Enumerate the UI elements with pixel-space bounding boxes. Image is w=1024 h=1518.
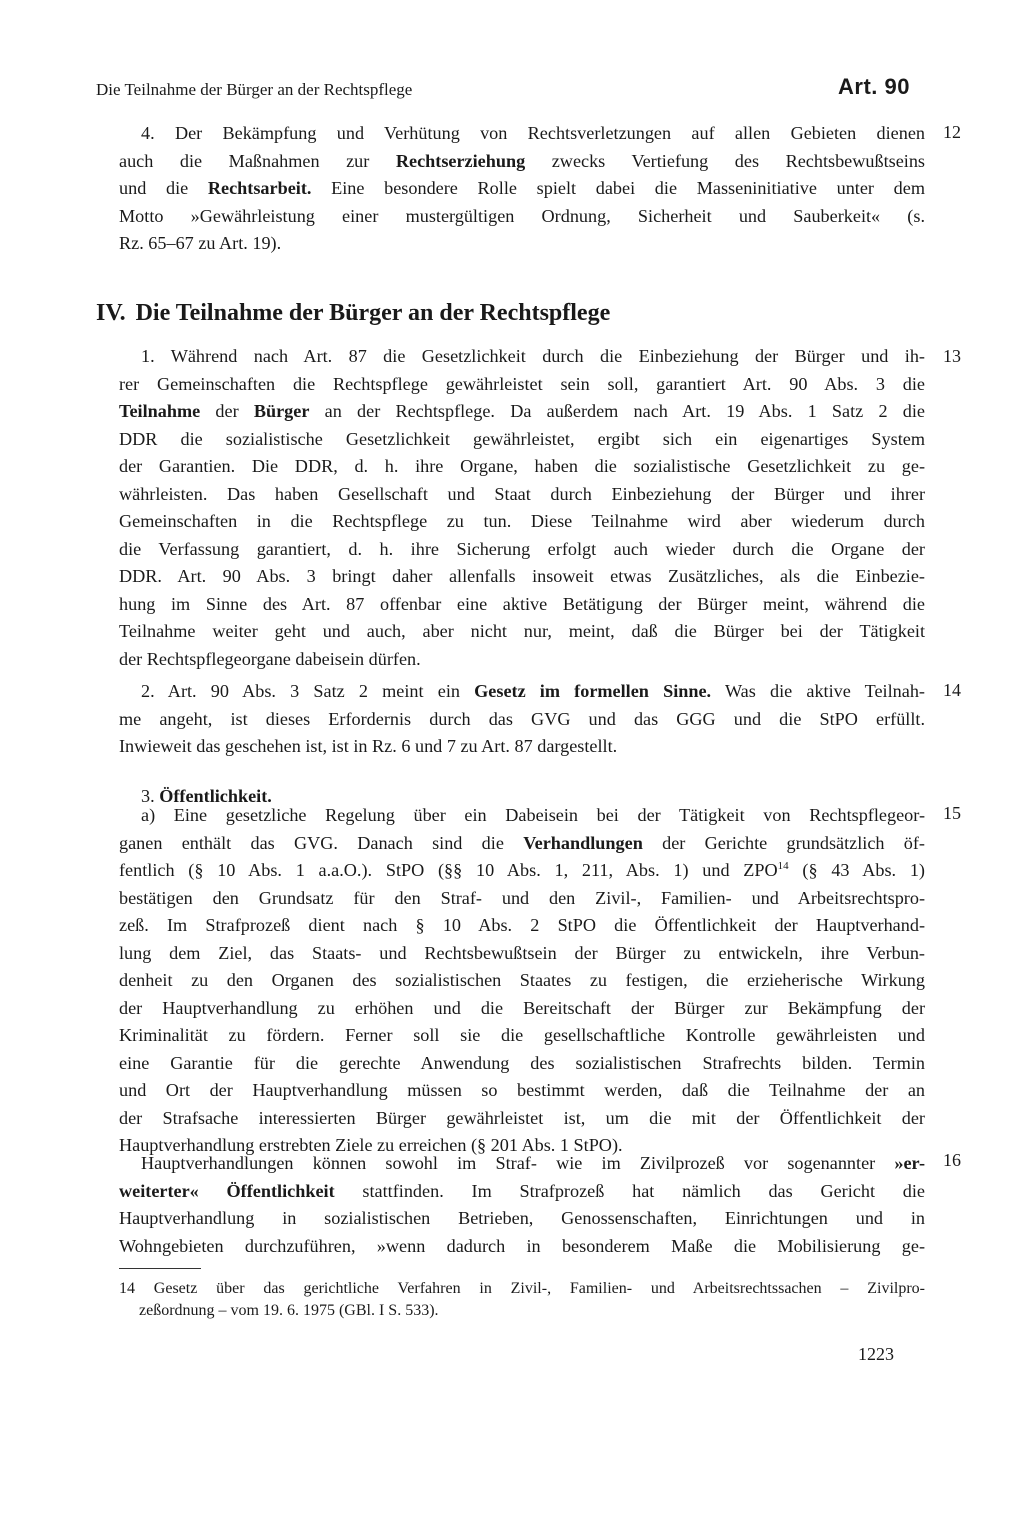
text-span: zwecks Vertiefung des Rechtsbewußtseins <box>525 150 925 171</box>
bold-term: Bürger <box>253 401 310 421</box>
text-line <box>119 175 925 203</box>
text-span: an der Rechtspflege. Da außerdem nach Art. 19 Abs. 1 Satz 2 die <box>309 401 925 421</box>
footnote-14 <box>119 1278 925 1322</box>
footnote-ref: 14 <box>777 859 789 872</box>
bold-term: »er- <box>894 1153 925 1173</box>
text-line: me angeht, ist dieses Erfordernis durch das GVG und das GGG und die StPO erfüllt. <box>119 708 925 729</box>
bold-term: Rechtserziehung <box>395 150 526 171</box>
margin-number-13: 13 <box>943 346 961 366</box>
section-title: Die Teilnahme der Bürger an der Rechtspflege <box>135 300 611 326</box>
text-line: der Strafsache interessierten Bürger gewährleistet ist, um die mit der Öffentlichkeit der <box>119 1107 925 1128</box>
page-number: 1223 <box>858 1344 894 1364</box>
text-span: stattfinden. Im Strafprozeß hat nämlich das Gericht die <box>334 1180 925 1201</box>
text-line: Inwieweit das geschehen ist, ist in Rz. 6 und 7 zu Art. 87 dargestellt. <box>119 736 618 756</box>
running-head: Die Teilnahme der Bürger an der Rechtspflege <box>96 80 413 99</box>
bold-term: Gesetz im formellen Sinne. <box>474 681 712 701</box>
paragraph-16 <box>119 1150 925 1260</box>
text-line: bestätigen den Grundsatz für den Straf- und den Zivil-, Familien- und Arbeitsrechtspro- <box>119 887 925 908</box>
text-line: DDR. Art. 90 Abs. 3 bringt daher allenfalls insoweit etwas Zusätzliches, als die Einbezie- <box>119 566 925 586</box>
text-line <box>119 678 925 706</box>
paragraph-13 <box>119 343 925 673</box>
section-heading <box>96 300 610 327</box>
text-line: Kriminalität zu fördern. Ferner soll sie die gesellschaftliche Kontrolle gewährleisten und <box>119 1025 925 1045</box>
bold-term: Verhandlungen <box>523 832 643 853</box>
text-line: der Garantien. Die DDR, d. h. ihre Organe, haben die sozialistische Gesetzlichkeit zu ge- <box>119 456 925 476</box>
text-line <box>119 398 925 426</box>
text-line: a) Eine gesetzliche Regelung über ein Dabeisein bei der Tätigkeit von Rechtspflegeor- <box>141 805 925 825</box>
text-line <box>119 1178 925 1206</box>
margin-number-14: 14 <box>943 680 961 700</box>
text-line: 1. Während nach Art. 87 die Gesetzlichkeit durch die Einbeziehung der Bürger und ih- <box>141 346 925 366</box>
text-line: und Ort der Hauptverhandlung müssen so bestimmt werden, daß die Teilnahme der an <box>119 1080 925 1100</box>
text-line: Hauptverhandlung erstrebten Ziele zu erreichen (§ 201 Abs. 1 StPO). <box>119 1135 623 1155</box>
text-line: hung im Sinne des Art. 87 offenbar eine aktive Betätigung der Bürger meint, während die <box>119 593 925 614</box>
text-line: Teilnahme weiter geht und auch, aber nicht nur, meint, daß die Bürger bei der Tätigkeit <box>119 621 925 641</box>
text-line: DDR die sozialistische Gesetzlichkeit gewährleistet, ergibt sich ein eigenartiges System <box>119 428 925 449</box>
text-span: fentlich (§ 10 Abs. 1 a.a.O.). StPO (§§ 10 Abs. 1, 211, Abs. 1) und ZPO <box>119 860 778 880</box>
bold-heading: Öffentlichkeit. <box>159 786 272 806</box>
text-line: währleisten. Das haben Gesellschaft und Staat durch Einbeziehung der Bürger und ihrer <box>119 483 925 504</box>
text-line: denheit zu den Organen des sozialistischen Staates zu festigen, die erzieherische Wirkung <box>119 970 925 990</box>
footnote-line: zeßordnung – vom 19. 6. 1975 (GBl. I S. 533). <box>139 1302 439 1319</box>
text-line: Motto »Gewährleistung einer mustergültigen Ordnung, Sicherheit und Sauberkeit« (s. <box>119 205 925 226</box>
footnote-line: 14 Gesetz über das gerichtliche Verfahren in Zivil-, Familien- und Arbeitsrechtssachen – Zivilpro- <box>119 1280 925 1297</box>
text-line: Rz. 65–67 zu Art. 19). <box>119 233 282 253</box>
article-label: Art. 90 <box>838 74 910 99</box>
text-span: auch die Maßnahmen zur <box>119 150 396 171</box>
text-span: 2. Art. 90 Abs. 3 Satz 2 meint ein <box>141 681 475 701</box>
margin-number-12: 12 <box>943 122 961 142</box>
text-line: der Hauptverhandlung zu erhöhen und die Bereitschaft der Bürger zur Bekämpfung der <box>119 997 925 1018</box>
text-span: der Gerichte grundsätzlich öf- <box>642 832 925 853</box>
paragraph-14 <box>119 678 925 761</box>
footnote-rule <box>119 1268 201 1269</box>
paragraph-12 <box>119 120 925 258</box>
text-span: Hauptverhandlungen können sowohl im Straf- wie im Zivilprozeß vor sogenannter <box>141 1153 895 1173</box>
text-line <box>119 830 925 858</box>
text-line: Gemeinschaften in die Rechtspflege zu tun. Diese Teilnahme wird aber wiederum durch <box>119 511 925 531</box>
text-line <box>119 1150 925 1178</box>
text-span: und die <box>119 178 208 198</box>
text-line <box>119 148 925 176</box>
text-line: 4. Der Bekämpfung und Verhütung von Rechtsverletzungen auf allen Gebieten dienen <box>141 123 925 143</box>
bold-term: Rechtsarbeit. <box>207 178 312 198</box>
text-line <box>119 857 925 885</box>
section-number: IV. <box>96 300 126 326</box>
text-line: der Rechtspflegeorgane dabeisein dürfen. <box>119 648 421 669</box>
paragraph-15 <box>119 802 925 1160</box>
text-line: Wohngebieten durchzuführen, »wenn dadurch in besonderem Maße die Mobilisierung ge- <box>119 1235 925 1256</box>
text-line: Hauptverhandlung in sozialistischen Betrieben, Genossenschaften, Einrichtungen und in <box>119 1208 925 1228</box>
text-span: Eine besondere Rolle spielt dabei die Masseninitiative unter dem <box>311 178 925 198</box>
text-line: eine Garantie für die gerechte Anwendung des sozialistischen Strafrechts bilden. Termin <box>119 1052 925 1073</box>
text-span: 3. <box>141 786 160 806</box>
text-span: der <box>200 401 254 421</box>
text-span: (§ 43 Abs. 1) <box>788 860 925 880</box>
text-line: zeß. Im Strafprozeß dient nach § 10 Abs. 2 StPO die Öffentlichkeit der Hauptverhand- <box>119 915 925 935</box>
bold-term: weiterter« Öffentlichkeit <box>119 1180 335 1201</box>
margin-number-15: 15 <box>943 803 961 823</box>
text-span: Was die aktive Teilnah- <box>711 681 925 701</box>
margin-number-16: 16 <box>943 1150 961 1170</box>
text-line: rer Gemeinschaften die Rechtspflege gewährleistet sein soll, garantiert Art. 90 Abs. 3 die <box>119 373 925 394</box>
text-line: lung dem Ziel, das Staats- und Rechtsbewußtsein der Bürger zu entwickeln, ihre Verbun- <box>119 942 925 963</box>
text-span: ganen enthält das GVG. Danach sind die <box>119 832 524 853</box>
text-line: die Verfassung garantiert, d. h. ihre Sicherung erfolgt auch wieder durch die Organe der <box>119 538 925 559</box>
bold-term: Teilnahme <box>119 401 201 421</box>
